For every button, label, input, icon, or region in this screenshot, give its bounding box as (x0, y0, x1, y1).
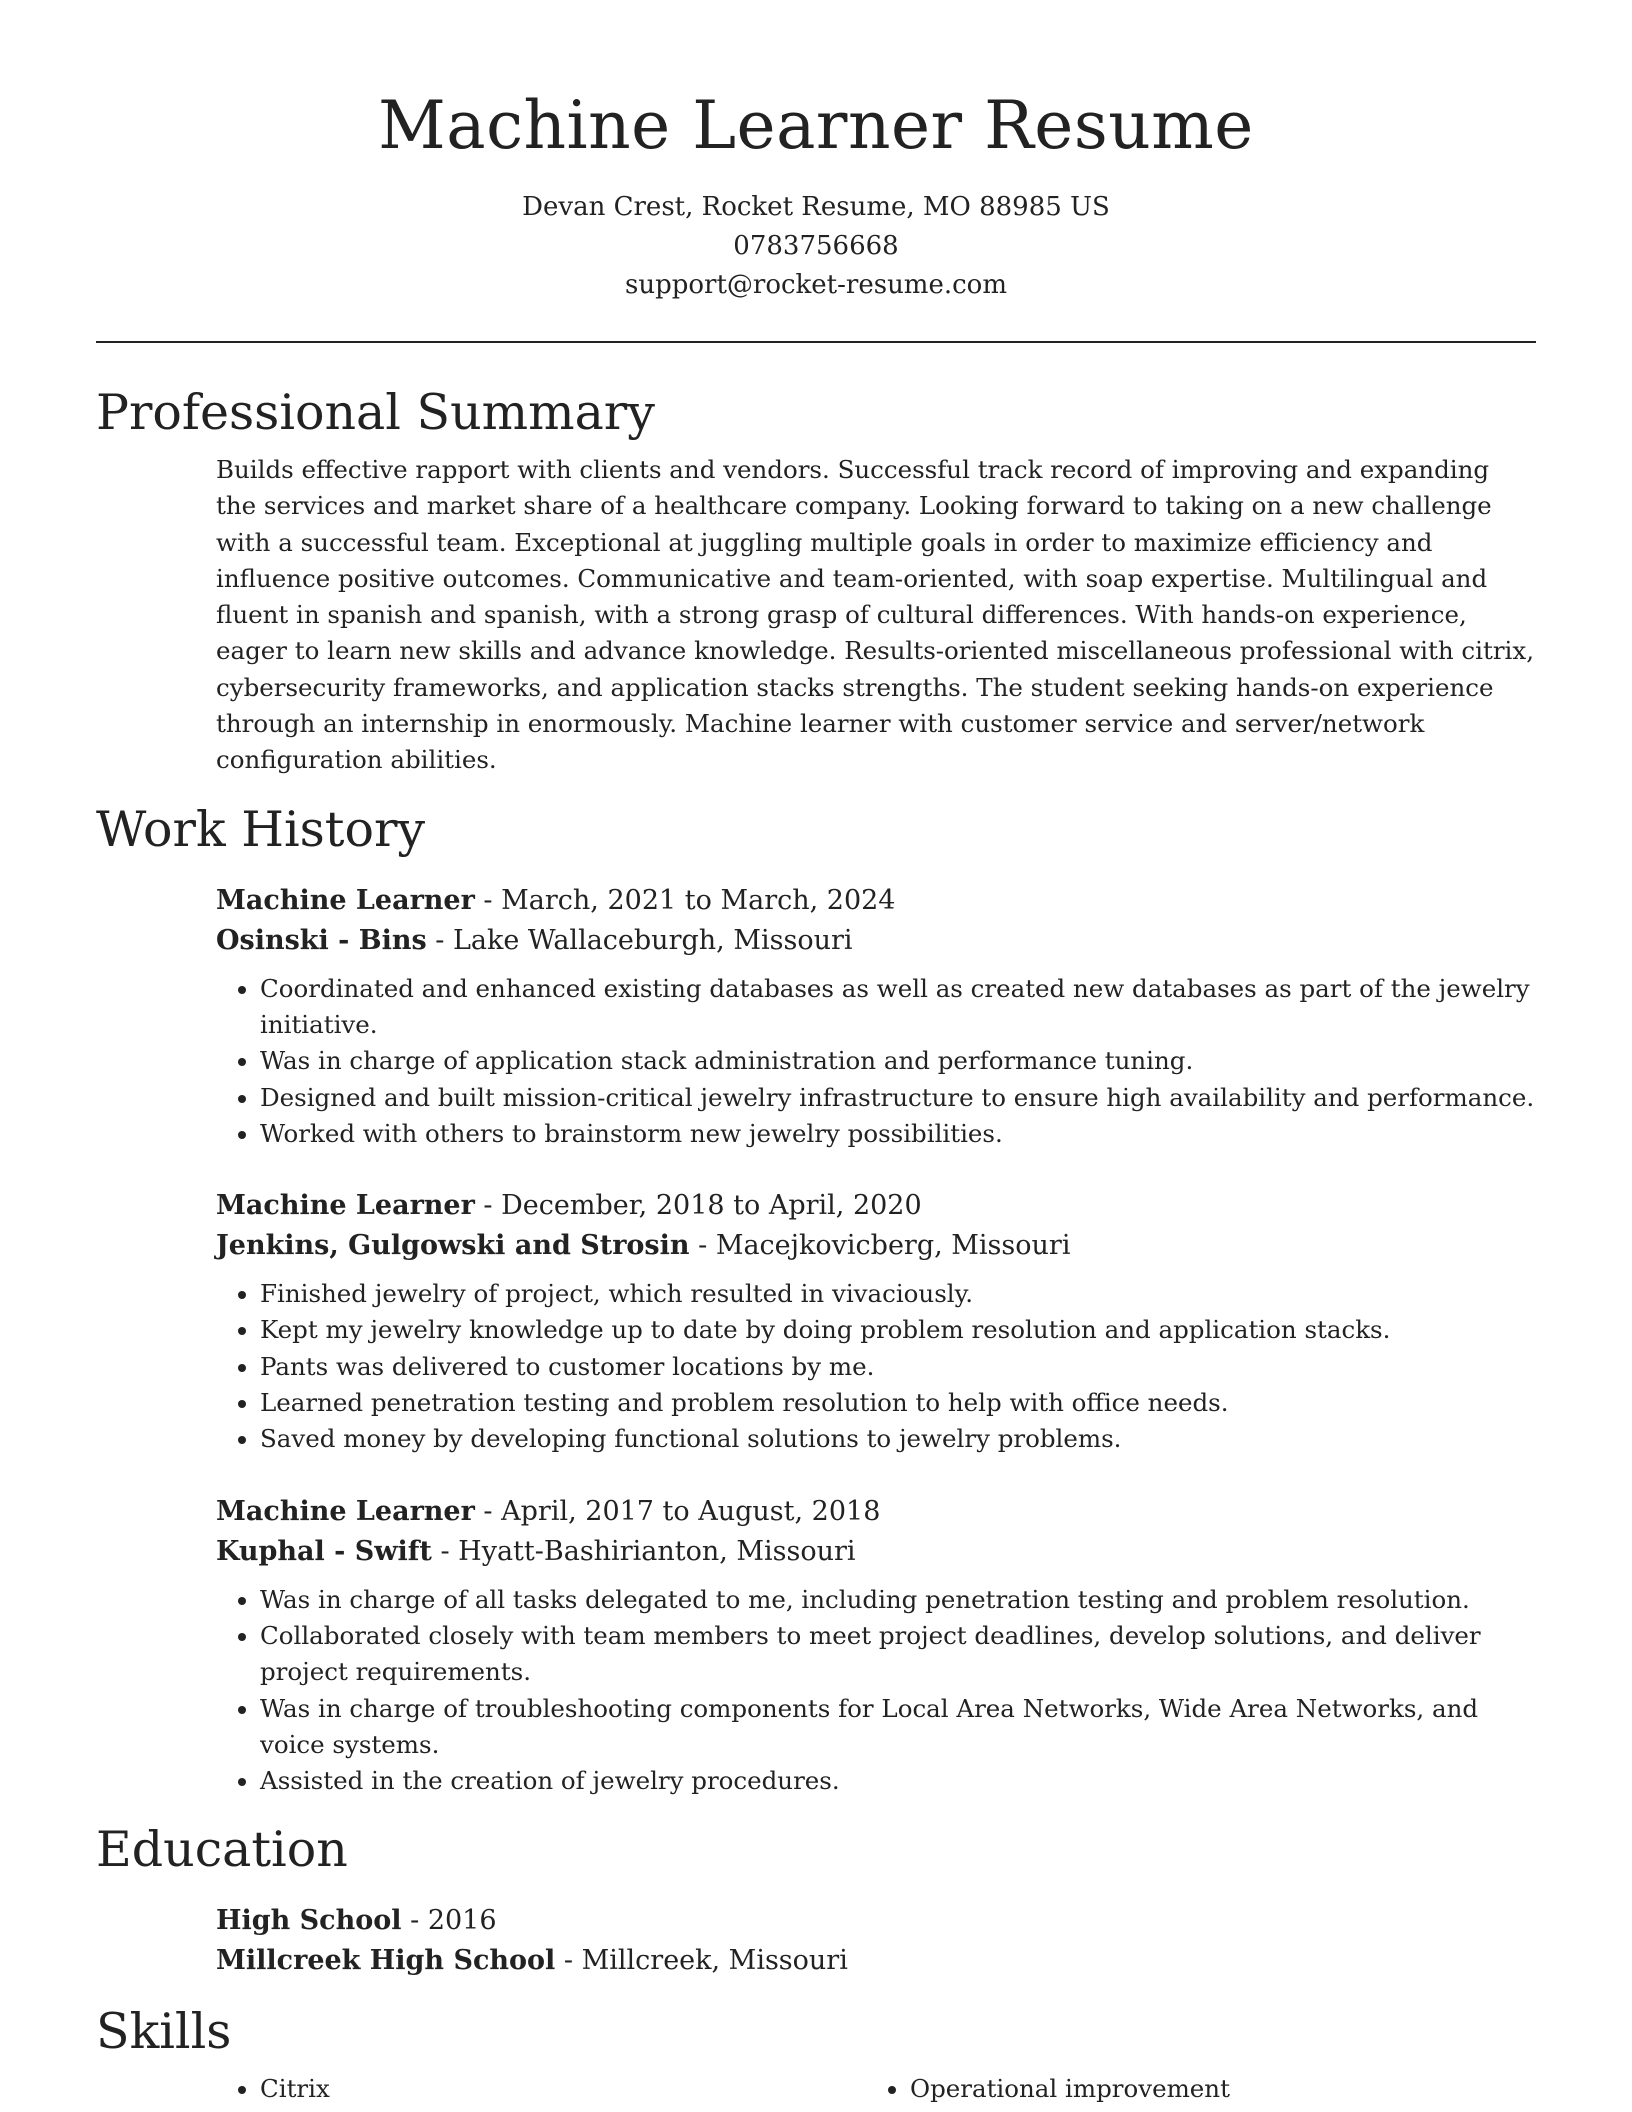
job-separator: - (426, 924, 453, 956)
job-entry (216, 1492, 1536, 1800)
job-separator: - (474, 884, 502, 916)
job-dates: March, 2021 to March, 2024 (501, 884, 896, 916)
list-item: • Collaborated closely with team members to meet project deadlines, develop solutions, and deliver project requirements. (260, 1618, 1536, 1691)
job-bullets (216, 971, 1536, 1152)
job-entry (216, 881, 1536, 1152)
job-separator: - (431, 1535, 459, 1567)
skills-list-right (866, 2071, 1516, 2107)
summary-heading: Professional Summary (96, 384, 655, 441)
job-bullets (216, 1276, 1536, 1457)
job-title-line (216, 1186, 1536, 1226)
resume-title: Machine Learner Resume (378, 87, 1254, 164)
contact-phone: 0783756668 (733, 231, 899, 261)
list-item: • Assisted in the creation of jewelry procedures. (260, 1763, 1536, 1799)
job-separator: - (474, 1190, 502, 1222)
list-item: • Learned penetration testing and problem resolution to help with office needs. (260, 1385, 1536, 1421)
education-school-line (216, 1941, 1536, 1981)
list-item: • Coordinated and enhanced existing databases as well as created new databases as part of the jewelry initiative. (260, 971, 1536, 1044)
contact-email: support@rocket-resume.com (624, 270, 1007, 300)
job-separator: - (474, 1495, 502, 1527)
education-heading: Education (96, 1821, 348, 1879)
job-company-line (216, 1532, 1536, 1572)
list-item: • Was in charge of application stack administration and performance tuning. (260, 1043, 1536, 1079)
job-company: Kuphal - Swift (216, 1535, 432, 1567)
education-degree-line (216, 1901, 1536, 1941)
education-separator: - (401, 1905, 428, 1937)
job-location: Macejkovicberg, Missouri (715, 1230, 1071, 1262)
contact-block (0, 188, 1632, 305)
education-separator: - (555, 1945, 582, 1977)
education-location: Millcreek, Missouri (581, 1945, 848, 1977)
header-divider (96, 341, 1536, 343)
work-history-heading: Work History (96, 800, 426, 858)
education-year: 2016 (427, 1905, 497, 1937)
job-title: Machine Learner (216, 884, 475, 916)
job-title: Machine Learner (216, 1190, 475, 1222)
resume-header (0, 0, 1632, 305)
list-item: • Finished jewelry of project, which resulted in vivaciously. (260, 1276, 1536, 1312)
job-dates: April, 2017 to August, 2018 (501, 1495, 881, 1527)
job-title-line (216, 1492, 1536, 1532)
resume-content (96, 380, 1536, 2108)
skills-heading: Skills (96, 2003, 232, 2061)
summary-text: Builds effective rapport with clients and vendors. Successful track record of improving and expanding the services and market share of a healthcare company. Looking forward to taking on a new challenge with a successful team. Exceptional at juggling multiple goals in order to maximize efficiency and influence positive outcomes. Communicative and team-oriented, with soap expertise. Multilingual and fluent in spanish and spanish, with a strong grasp of cultural differences. With hands-on experience, eager to learn new skills and advance knowledge. Results-oriented miscellaneous professional with citrix, cybersecurity frameworks, and application stacks strengths. The student seeking hands-on experience through an internship in enormously. Machine learner with customer service and server/network configuration abilities. (216, 455, 1534, 775)
list-item: • Saved money by developing functional solutions to jewelry problems. (260, 1421, 1536, 1457)
list-item: • Worked with others to brainstorm new jewelry possibilities. (260, 1116, 1536, 1152)
job-title: Machine Learner (216, 1495, 475, 1527)
skills-column-right (866, 2065, 1516, 2107)
list-item: • Pants was delivered to customer locations by me. (260, 1349, 1536, 1385)
list-item: • Designed and built mission-critical jewelry infrastructure to ensure high availability and performance. (260, 1080, 1536, 1116)
job-company: Osinski - Bins (216, 924, 427, 956)
job-location: Lake Wallaceburgh, Missouri (452, 924, 853, 956)
summary-section (216, 452, 1536, 779)
job-title-line (216, 881, 1536, 921)
job-location: Hyatt-Bashirianton, Missouri (458, 1535, 856, 1567)
job-entry (216, 1186, 1536, 1457)
education-section (216, 1901, 1536, 1981)
job-bullets (216, 1582, 1536, 1800)
contact-address: Devan Crest, Rocket Resume, MO 88985 US (522, 192, 1110, 222)
education-entry (216, 1901, 1536, 1981)
work-history-section (216, 881, 1536, 1800)
skill-item: • Operational improvement (910, 2071, 1516, 2107)
job-company: Jenkins, Gulgowski and Strosin (216, 1230, 690, 1262)
job-company-line (216, 1226, 1536, 1266)
education-degree: High School (216, 1905, 402, 1937)
list-item: • Was in charge of all tasks delegated to me, including penetration testing and problem resolution. (260, 1582, 1536, 1618)
skills-column-left (216, 2065, 866, 2107)
job-dates: December, 2018 to April, 2020 (501, 1190, 922, 1222)
job-separator: - (689, 1230, 716, 1262)
skills-grid (216, 2065, 1536, 2107)
job-company-line (216, 921, 1536, 961)
skill-item: • Citrix (260, 2071, 866, 2107)
list-item: • Kept my jewelry knowledge up to date by doing problem resolution and application stacks. (260, 1312, 1536, 1348)
list-item: • Was in charge of troubleshooting components for Local Area Networks, Wide Area Networks, and voice systems. (260, 1691, 1536, 1764)
education-school: Millcreek High School (216, 1945, 556, 1977)
skills-section (216, 2065, 1536, 2107)
skills-list-left (216, 2071, 866, 2107)
